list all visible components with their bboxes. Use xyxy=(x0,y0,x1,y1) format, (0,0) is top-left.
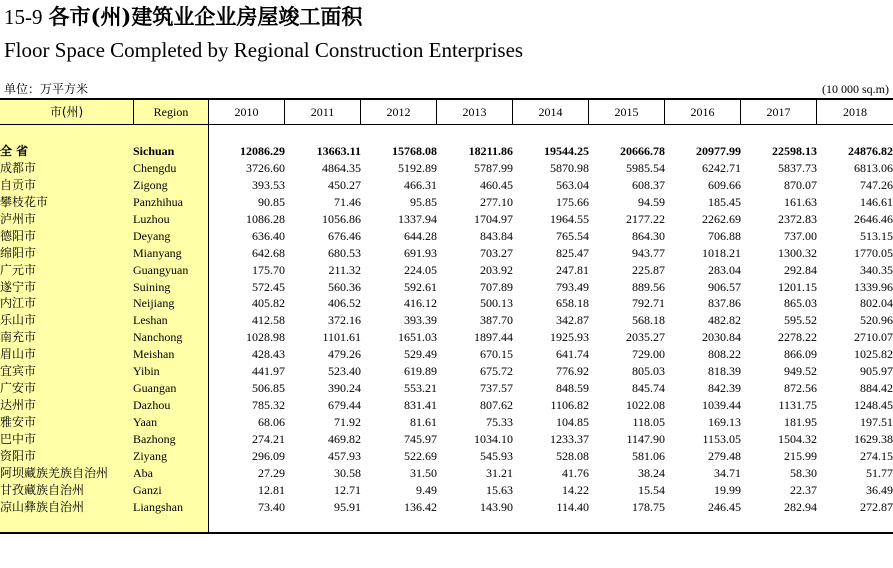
value-cell: 4864.35 xyxy=(322,160,361,175)
value-cell: 469.82 xyxy=(328,431,361,446)
value-cell: 563.04 xyxy=(556,177,589,192)
value-cell: 247.81 xyxy=(556,262,589,277)
value-cell: 393.53 xyxy=(252,177,285,192)
header-year: 2016 xyxy=(690,105,715,119)
value-cell: 272.87 xyxy=(860,499,893,514)
value-cell: 884.42 xyxy=(860,381,893,396)
value-cell: 529.49 xyxy=(404,347,437,362)
header-bottom-rule xyxy=(0,124,893,125)
header-year: 2012 xyxy=(386,105,411,119)
table-row xyxy=(0,194,893,211)
region-name-en: Suining xyxy=(133,279,171,294)
value-cell: 58.30 xyxy=(790,465,817,480)
value-cell: 568.18 xyxy=(632,313,665,328)
value-cell: 51.77 xyxy=(866,465,893,480)
region-name-en: Panzhihua xyxy=(133,194,183,209)
value-cell: 1964.55 xyxy=(550,211,589,226)
table-row xyxy=(0,245,893,262)
value-cell: 197.51 xyxy=(860,415,893,429)
value-cell: 1337.94 xyxy=(398,211,437,226)
value-cell: 595.52 xyxy=(784,313,817,328)
region-name-cn: 宜宾市 xyxy=(0,364,37,379)
value-cell: 523.40 xyxy=(328,364,361,379)
table-body xyxy=(0,143,893,516)
region-name-cn: 泸州市 xyxy=(0,211,37,226)
value-cell: 792.71 xyxy=(632,296,665,311)
value-cell: 282.94 xyxy=(784,499,817,514)
value-cell: 457.93 xyxy=(328,448,361,463)
value-cell: 572.45 xyxy=(252,279,285,294)
value-cell: 412.58 xyxy=(252,313,285,328)
value-cell: 837.86 xyxy=(708,296,741,311)
value-cell: 870.07 xyxy=(784,177,817,192)
value-cell: 5192.89 xyxy=(398,160,437,175)
value-cell: 1201.15 xyxy=(778,279,817,294)
region-name-en: Dazhou xyxy=(133,398,171,413)
region-name-cn: 自贡市 xyxy=(0,177,37,192)
header-year: 2018 xyxy=(843,105,867,119)
value-cell: 906.57 xyxy=(708,279,741,294)
value-cell: 1770.05 xyxy=(854,245,893,260)
value-cell: 5787.99 xyxy=(474,160,513,175)
value-cell: 450.27 xyxy=(328,177,361,192)
value-cell: 71.46 xyxy=(334,194,361,209)
table-row xyxy=(0,312,893,329)
value-cell: 644.28 xyxy=(404,228,437,243)
region-name-en: Neijiang xyxy=(133,296,175,311)
value-cell: 24876.82 xyxy=(848,144,893,158)
value-cell: 15.54 xyxy=(638,482,665,497)
value-cell: 1034.10 xyxy=(474,431,513,446)
value-cell: 279.48 xyxy=(708,448,741,463)
value-cell: 3726.60 xyxy=(246,160,285,175)
region-name-cn: 阿坝藏族羌族自治州 xyxy=(0,465,109,480)
value-cell: 393.39 xyxy=(404,313,437,328)
value-cell: 636.40 xyxy=(252,228,285,243)
value-cell: 387.70 xyxy=(480,313,513,328)
region-name-cn: 德阳市 xyxy=(0,228,37,243)
value-cell: 1039.44 xyxy=(702,398,741,413)
value-cell: 1018.21 xyxy=(702,245,741,260)
region-name-cn: 广元市 xyxy=(0,262,37,277)
region-name-cn: 广安市 xyxy=(0,381,37,396)
value-cell: 943.77 xyxy=(632,245,665,260)
data-table xyxy=(0,143,893,516)
value-cell: 642.68 xyxy=(252,245,285,260)
value-cell: 31.21 xyxy=(486,465,513,480)
value-cell: 6813.06 xyxy=(854,160,893,175)
value-cell: 175.66 xyxy=(556,194,589,209)
header-region-en: Region xyxy=(153,105,189,119)
value-cell: 18211.86 xyxy=(468,144,513,158)
value-cell: 71.92 xyxy=(334,415,361,429)
region-name-cn: 巴中市 xyxy=(0,431,37,446)
value-cell: 729.00 xyxy=(632,347,665,362)
value-cell: 581.06 xyxy=(632,448,665,463)
value-cell: 619.89 xyxy=(404,364,437,379)
value-cell: 22.37 xyxy=(790,482,817,497)
table-row xyxy=(0,465,893,482)
value-cell: 68.06 xyxy=(258,415,285,429)
value-cell: 211.32 xyxy=(328,262,361,277)
table-row xyxy=(0,177,893,194)
value-cell: 136.42 xyxy=(404,499,437,514)
value-cell: 2035.27 xyxy=(626,330,665,345)
table-row xyxy=(0,482,893,499)
region-name-en: Meishan xyxy=(133,347,175,362)
value-cell: 842.39 xyxy=(708,381,741,396)
total-row xyxy=(0,143,893,160)
unit-label-en: (10 000 sq.m) xyxy=(822,82,889,96)
header-year: 2014 xyxy=(538,105,563,119)
value-cell: 1925.93 xyxy=(550,330,589,345)
title-cn-text: 各市(州)建筑业企业房屋竣工面积 xyxy=(48,4,363,29)
value-cell: 807.62 xyxy=(480,398,513,413)
value-cell: 545.93 xyxy=(480,448,513,463)
value-cell: 592.61 xyxy=(404,279,437,294)
value-cell: 372.16 xyxy=(328,313,361,328)
value-cell: 845.74 xyxy=(632,381,665,396)
value-cell: 608.37 xyxy=(632,177,665,192)
value-cell: 1897.44 xyxy=(474,330,513,345)
value-cell: 737.00 xyxy=(784,228,817,243)
value-cell: 1056.86 xyxy=(322,211,361,226)
region-name-en: Zigong xyxy=(133,177,168,192)
value-cell: 428.43 xyxy=(252,347,285,362)
region-name-cn: 南充市 xyxy=(0,330,37,345)
value-cell: 522.69 xyxy=(404,448,437,463)
value-cell: 15768.08 xyxy=(392,144,437,158)
region-name-cn: 绵阳市 xyxy=(0,245,37,260)
table-row xyxy=(0,397,893,414)
value-cell: 90.85 xyxy=(258,194,285,209)
value-cell: 34.71 xyxy=(714,465,741,480)
value-cell: 95.91 xyxy=(334,499,361,514)
unit-label-cn: 单位：万平方米 xyxy=(4,82,89,96)
value-cell: 765.54 xyxy=(556,228,589,243)
value-cell: 785.32 xyxy=(252,398,285,413)
value-cell: 2278.22 xyxy=(778,330,817,345)
value-cell: 296.09 xyxy=(252,448,285,463)
value-cell: 19544.25 xyxy=(544,144,589,158)
value-cell: 292.84 xyxy=(784,262,817,277)
value-cell: 825.47 xyxy=(556,245,589,260)
value-cell: 169.13 xyxy=(708,415,741,429)
value-cell: 2646.46 xyxy=(854,211,893,226)
value-cell: 1629.38 xyxy=(854,431,893,446)
header-city-cn: 市(州) xyxy=(49,105,84,119)
header-year: 2011 xyxy=(310,105,335,119)
value-cell: 6242.71 xyxy=(702,160,741,175)
value-cell: 609.66 xyxy=(708,177,741,192)
value-cell: 12086.29 xyxy=(240,144,285,158)
value-cell: 1300.32 xyxy=(778,245,817,260)
region-name-en: Leshan xyxy=(133,313,168,328)
table-row xyxy=(0,211,893,228)
value-cell: 20666.78 xyxy=(620,144,665,158)
value-cell: 94.59 xyxy=(638,194,665,209)
value-cell: 274.21 xyxy=(252,431,285,446)
region-name-cn: 内江市 xyxy=(0,296,37,311)
value-cell: 95.85 xyxy=(410,194,437,209)
region-name-en: Guangyuan xyxy=(133,262,189,277)
value-cell: 441.97 xyxy=(252,364,285,379)
table-row xyxy=(0,295,893,312)
value-cell: 482.82 xyxy=(708,313,741,328)
value-cell: 75.33 xyxy=(486,415,513,429)
header-year: 2017 xyxy=(766,105,791,119)
header-year: 2010 xyxy=(234,105,259,119)
region-name-en: Yaan xyxy=(133,415,158,429)
value-cell: 2372.83 xyxy=(778,211,817,226)
region-name-en: Liangshan xyxy=(133,499,183,514)
table-row xyxy=(0,363,893,380)
value-cell: 114.40 xyxy=(556,499,589,514)
value-cell: 865.03 xyxy=(784,296,817,311)
region-name-cn: 乐山市 xyxy=(0,313,37,328)
region-name-cn: 达州市 xyxy=(0,398,37,413)
value-cell: 13663.11 xyxy=(316,144,361,158)
region-name-en: Yibin xyxy=(133,364,160,379)
value-cell: 416.12 xyxy=(404,296,437,311)
region-name-cn: 攀枝花市 xyxy=(0,194,49,209)
table-bottom-rule xyxy=(0,532,893,534)
value-cell: 560.36 xyxy=(328,279,361,294)
value-cell: 283.04 xyxy=(708,262,741,277)
value-cell: 872.56 xyxy=(784,381,817,396)
table-row xyxy=(0,380,893,397)
value-cell: 949.52 xyxy=(784,364,817,379)
value-cell: 5985.54 xyxy=(626,160,665,175)
value-cell: 466.31 xyxy=(404,177,437,192)
page-title-cn xyxy=(4,4,362,30)
value-cell: 513.15 xyxy=(860,228,893,243)
value-cell: 1704.97 xyxy=(474,211,513,226)
value-cell: 1022.08 xyxy=(626,398,665,413)
value-cell: 161.63 xyxy=(784,194,817,209)
value-cell: 1131.75 xyxy=(778,398,817,413)
value-cell: 36.49 xyxy=(866,482,893,497)
table-row xyxy=(0,262,893,279)
value-cell: 1086.28 xyxy=(246,211,285,226)
value-cell: 1153.05 xyxy=(702,431,741,446)
value-cell: 2262.69 xyxy=(702,211,741,226)
value-cell: 146.61 xyxy=(860,194,893,209)
value-cell: 104.85 xyxy=(556,415,589,429)
value-cell: 905.97 xyxy=(860,364,893,379)
value-cell: 5870.98 xyxy=(550,160,589,175)
value-cell: 500.13 xyxy=(480,296,513,311)
value-cell: 81.61 xyxy=(410,415,437,429)
value-cell: 703.27 xyxy=(480,245,513,260)
value-cell: 22598.13 xyxy=(772,144,817,158)
value-cell: 342.87 xyxy=(556,313,589,328)
value-cell: 679.44 xyxy=(328,398,361,413)
table-row xyxy=(0,346,893,363)
value-cell: 808.22 xyxy=(708,347,741,362)
header-year: 2013 xyxy=(462,105,487,119)
region-name-cn: 甘孜藏族自治州 xyxy=(0,482,85,497)
value-cell: 691.93 xyxy=(404,245,437,260)
table-row xyxy=(0,499,893,516)
value-cell: 805.03 xyxy=(632,364,665,379)
header-year: 2015 xyxy=(614,105,639,119)
value-cell: 670.15 xyxy=(480,347,513,362)
value-cell: 1248.45 xyxy=(854,398,893,413)
value-cell: 14.22 xyxy=(562,482,589,497)
region-name-en: Sichuan xyxy=(133,144,175,158)
region-name-en: Ziyang xyxy=(133,448,167,463)
value-cell: 9.49 xyxy=(416,482,437,497)
value-cell: 340.35 xyxy=(860,262,893,277)
value-cell: 460.45 xyxy=(480,177,513,192)
value-cell: 680.53 xyxy=(328,245,361,260)
region-name-cn: 凉山彝族自治州 xyxy=(0,499,85,514)
value-cell: 1147.90 xyxy=(626,431,665,446)
value-cell: 12.81 xyxy=(258,482,285,497)
value-cell: 831.41 xyxy=(404,398,437,413)
value-cell: 1339.96 xyxy=(854,279,893,294)
value-cell: 641.74 xyxy=(556,347,589,362)
value-cell: 802.04 xyxy=(860,296,893,311)
table-row xyxy=(0,414,893,431)
region-name-cn: 遂宁市 xyxy=(0,279,37,294)
value-cell: 675.72 xyxy=(480,364,513,379)
region-name-en: Luzhou xyxy=(133,211,170,226)
value-cell: 143.90 xyxy=(480,499,513,514)
value-cell: 1233.37 xyxy=(550,431,589,446)
value-cell: 1106.82 xyxy=(550,398,589,413)
table-row xyxy=(0,160,893,177)
value-cell: 737.57 xyxy=(480,381,513,396)
region-name-en: Deyang xyxy=(133,228,171,243)
value-cell: 707.89 xyxy=(480,279,513,294)
value-cell: 1651.03 xyxy=(398,330,437,345)
value-cell: 73.40 xyxy=(258,499,285,514)
value-cell: 274.15 xyxy=(860,448,893,463)
value-cell: 818.39 xyxy=(708,364,741,379)
value-cell: 864.30 xyxy=(632,228,665,243)
region-name-en: Mianyang xyxy=(133,245,182,260)
value-cell: 1101.61 xyxy=(322,330,361,345)
value-cell: 2030.84 xyxy=(702,330,741,345)
value-cell: 776.92 xyxy=(556,364,589,379)
value-cell: 19.99 xyxy=(714,482,741,497)
value-cell: 215.99 xyxy=(784,448,817,463)
region-name-cn: 眉山市 xyxy=(0,347,37,362)
region-name-cn: 雅安市 xyxy=(0,415,37,429)
value-cell: 706.88 xyxy=(708,228,741,243)
region-name-en: Guangan xyxy=(133,381,177,396)
value-cell: 390.24 xyxy=(328,381,361,396)
table-row xyxy=(0,329,893,346)
region-name-cn: 成都市 xyxy=(0,160,37,175)
region-name-cn: 全 省 xyxy=(0,144,29,158)
value-cell: 866.09 xyxy=(784,347,817,362)
value-cell: 745.97 xyxy=(404,431,437,446)
value-cell: 246.45 xyxy=(708,499,741,514)
value-cell: 185.45 xyxy=(708,194,741,209)
value-cell: 175.70 xyxy=(252,262,285,277)
value-cell: 118.05 xyxy=(632,415,665,429)
value-cell: 178.75 xyxy=(632,499,665,514)
value-cell: 793.49 xyxy=(556,279,589,294)
page-title-en: Floor Space Completed by Regional Construction Enterprises xyxy=(4,38,524,62)
value-cell: 2177.22 xyxy=(626,211,665,226)
value-cell: 506.85 xyxy=(252,381,285,396)
table-row xyxy=(0,228,893,245)
table-row xyxy=(0,431,893,448)
value-cell: 1025.82 xyxy=(854,347,893,362)
value-cell: 747.26 xyxy=(860,177,893,192)
value-cell: 1028.98 xyxy=(246,330,285,345)
value-cell: 889.56 xyxy=(632,279,665,294)
region-name-en: Chengdu xyxy=(133,160,177,175)
table-row xyxy=(0,279,893,296)
value-cell: 181.95 xyxy=(784,415,817,429)
value-cell: 479.26 xyxy=(328,347,361,362)
value-cell: 277.10 xyxy=(480,194,513,209)
value-cell: 676.46 xyxy=(328,228,361,243)
region-name-en: Bazhong xyxy=(133,431,176,446)
value-cell: 27.29 xyxy=(258,465,285,480)
value-cell: 2710.07 xyxy=(854,330,893,345)
value-cell: 38.24 xyxy=(638,465,665,480)
value-cell: 658.18 xyxy=(556,296,589,311)
value-cell: 224.05 xyxy=(404,262,437,277)
value-cell: 406.52 xyxy=(328,296,361,311)
value-cell: 225.87 xyxy=(632,262,665,277)
region-name-cn: 资阳市 xyxy=(0,448,37,463)
value-cell: 1504.32 xyxy=(778,431,817,446)
value-cell: 848.59 xyxy=(556,381,589,396)
region-name-en: Nanchong xyxy=(133,330,183,345)
value-cell: 203.92 xyxy=(480,262,513,277)
value-cell: 30.58 xyxy=(334,465,361,480)
table-number: 15-9 xyxy=(4,5,43,29)
region-name-en: Aba xyxy=(133,465,153,480)
value-cell: 20977.99 xyxy=(696,144,741,158)
region-name-en: Ganzi xyxy=(133,482,162,497)
value-cell: 520.96 xyxy=(860,313,893,328)
value-cell: 31.50 xyxy=(410,465,437,480)
value-cell: 405.82 xyxy=(252,296,285,311)
value-cell: 15.63 xyxy=(486,482,513,497)
value-cell: 41.76 xyxy=(562,465,589,480)
table-row xyxy=(0,448,893,465)
value-cell: 553.21 xyxy=(404,381,437,396)
value-cell: 12.71 xyxy=(334,482,361,497)
value-cell: 843.84 xyxy=(480,228,513,243)
value-cell: 5837.73 xyxy=(778,160,817,175)
value-cell: 528.08 xyxy=(556,448,589,463)
